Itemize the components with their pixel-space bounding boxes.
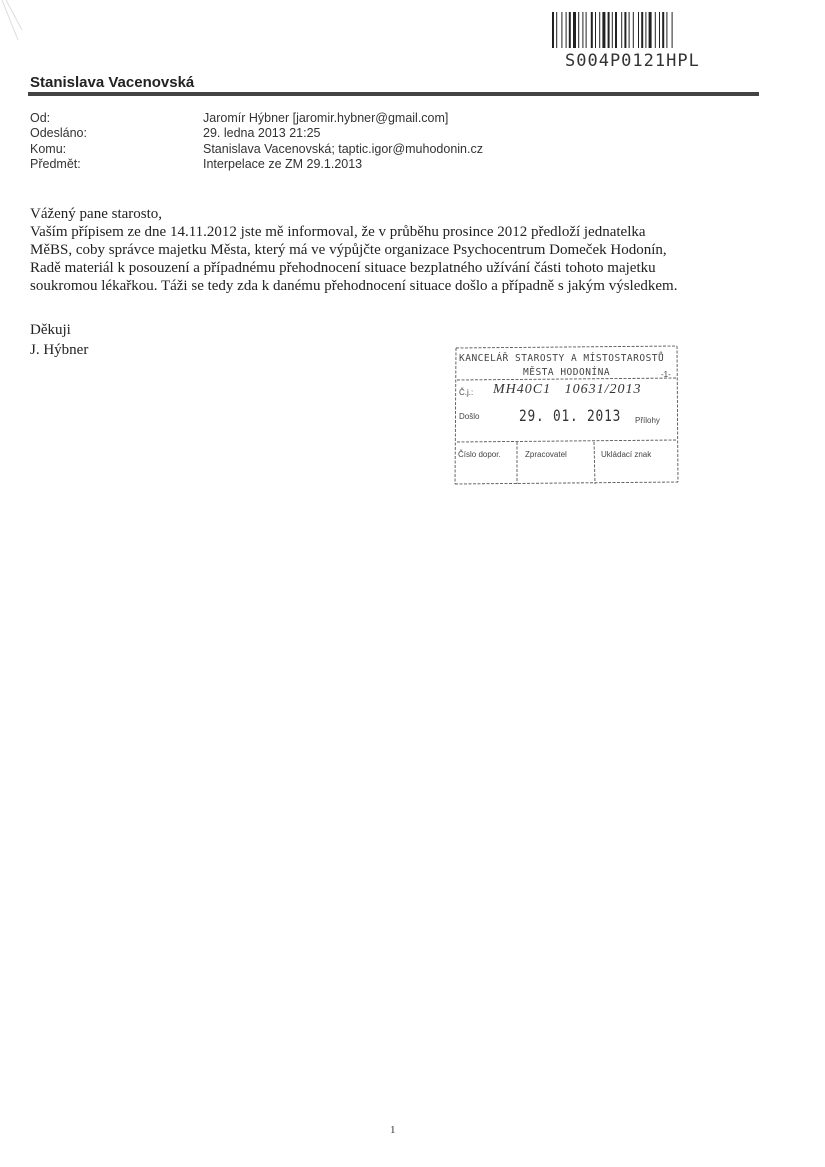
barcode-bar	[621, 12, 622, 48]
subject-value: Interpelace ze ZM 29.1.2013	[203, 157, 363, 171]
stamp-cj-value: MH40C1 10631/2013	[493, 382, 642, 397]
page-number: 1	[390, 1124, 396, 1136]
barcode-bar	[655, 12, 656, 48]
barcode-bar	[666, 12, 667, 48]
barcode-bar	[624, 12, 626, 48]
signature: J. Hýbner	[30, 342, 89, 358]
body-line: MěBS, coby správce majetku Města, který má ve výpůjčte organizace Psychocentrum Domeček Hodonín,	[30, 242, 667, 258]
closing-thanks: Děkuji	[30, 322, 71, 338]
sent-value: 29. ledna 2013 21:25	[203, 126, 321, 140]
body-line: Radě materiál k posouzení a případnému přehodnocení situace bezplatného užívání části tohoto majetku	[30, 260, 656, 276]
registry-stamp	[453, 342, 679, 492]
scan-artifact	[0, 0, 30, 60]
email-closing	[30, 320, 88, 360]
sent-label: Odesláno:	[30, 126, 87, 140]
barcode-text: S004P0121HPL	[565, 51, 700, 71]
stamp-col-processor: Zpracovatel	[525, 450, 567, 459]
body-line: soukromou lékařkou. Táži se tedy zda k danému přehodnocení situace došlo a případně s jakým výsledkem.	[30, 278, 678, 294]
stamp-sheet-mark: -1-	[661, 370, 671, 379]
body-line: Vaším přípisem ze dne 14.11.2012 jste mě informoval, že v průběhu prosince 2012 předloží jednatelka	[30, 224, 646, 240]
barcode-bar	[629, 12, 630, 48]
mailbox-owner: Stanislava Vacenovská	[30, 74, 195, 91]
barcode-bar	[602, 12, 605, 48]
barcode-bar	[561, 12, 562, 48]
barcode-bar	[582, 12, 583, 48]
barcode-bar	[649, 12, 652, 48]
barcode-bar	[578, 12, 579, 48]
greeting: Vážený pane starosto,	[30, 206, 163, 222]
barcode-bar	[645, 12, 646, 48]
barcode-bar	[659, 12, 660, 48]
barcode-bar	[633, 12, 634, 48]
barcode-bar	[586, 12, 587, 48]
barcode-bar	[566, 12, 567, 48]
barcode-bar	[641, 12, 643, 48]
stamp-city: MĚSTA HODONÍNA	[523, 367, 611, 378]
barcode-bar	[552, 12, 554, 48]
to-label: Komu:	[30, 142, 67, 156]
stamp-received-date: 29. 01. 2013	[519, 406, 622, 425]
stamp-attachments-label: Přílohy	[635, 416, 660, 425]
barcode-bar	[612, 12, 613, 48]
stamp-col-recommended-number: Číslo dopor.	[458, 450, 501, 459]
barcode-bar	[615, 12, 617, 48]
barcode-bar	[608, 12, 610, 48]
barcode-bar	[569, 12, 571, 48]
to-value: Stanislava Vacenovská; taptic.igor@muhodonin.cz	[203, 142, 483, 156]
barcode-bar	[556, 12, 557, 48]
from-label: Od:	[30, 111, 51, 125]
stamp-office: KANCELÁŘ STAROSTY A MÍSTOSTAROSTŮ	[459, 353, 665, 364]
barcode-bar	[595, 12, 596, 48]
from-value: Jaromír Hýbner [jaromir.hybner@gmail.com]	[203, 111, 449, 125]
stamp-col-filing-code: Ukládací znak	[601, 450, 652, 459]
barcode-bar	[573, 12, 576, 48]
barcode-bar	[591, 12, 593, 48]
barcode-bar	[638, 12, 639, 48]
stamp-cj-label: Č.j.:	[459, 388, 474, 397]
barcode	[552, 12, 736, 48]
barcode-bar	[662, 12, 664, 48]
email-body	[30, 205, 765, 295]
barcode-bar	[672, 12, 673, 48]
barcode-bar	[599, 12, 600, 48]
stamp-received-label: Došlo	[459, 412, 480, 421]
subject-label: Předmět:	[30, 157, 81, 171]
header-divider	[28, 92, 759, 96]
